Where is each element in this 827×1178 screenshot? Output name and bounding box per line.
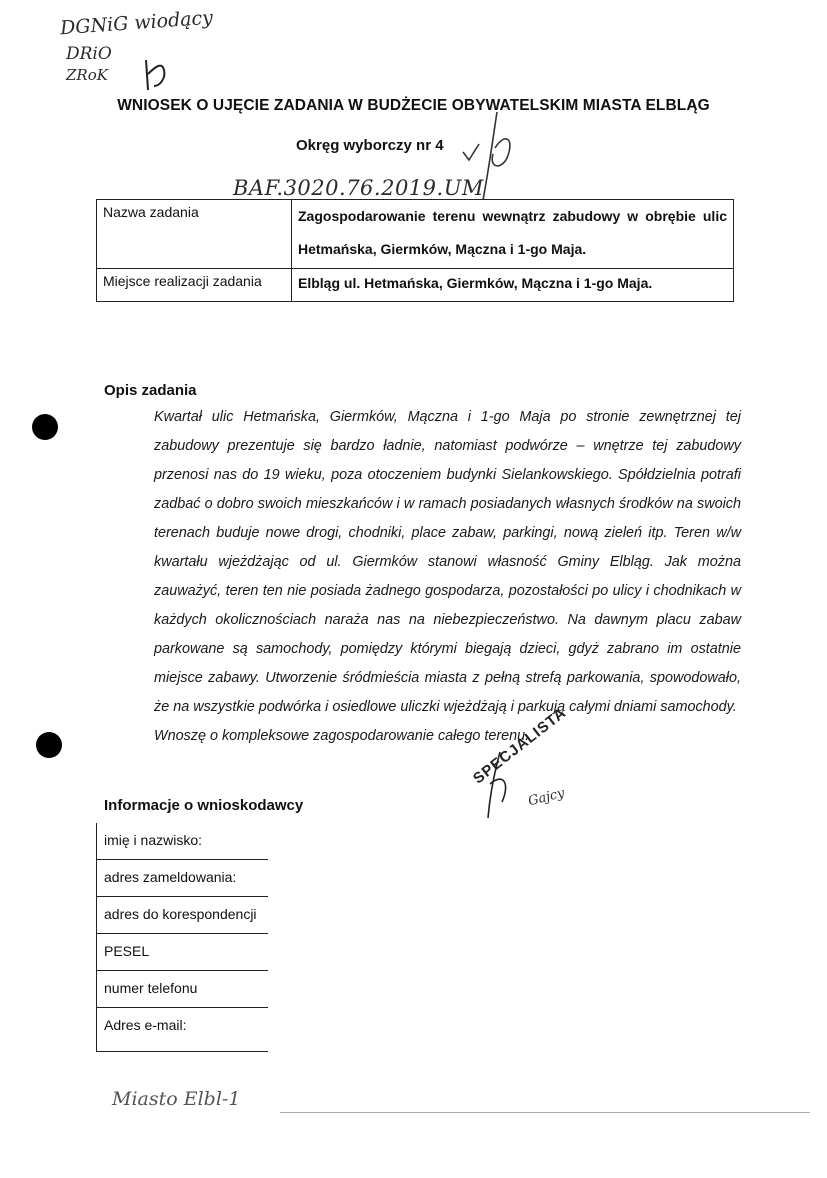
handwritten-note-2: DRiO — [66, 44, 112, 64]
district-label: Okręg wyborczy nr 4 — [296, 137, 444, 154]
handwritten-note-3: ZRoK — [66, 66, 108, 84]
punch-hole — [32, 414, 58, 440]
applicant-heading: Informacje o wnioskodawcy — [104, 797, 304, 814]
field-phone: numer telefonu — [96, 971, 268, 1008]
handwritten-note-1: DGNiG wiodący — [59, 6, 214, 40]
document-title: WNIOSEK O UJĘCIE ZADANIA W BUDŻECIE OBYWATELSKIM MIASTA ELBLĄG — [117, 97, 710, 114]
description-body — [154, 403, 741, 751]
location-label: Miejsce realizacji zadania — [97, 269, 292, 302]
initials-signature-icon — [138, 52, 178, 94]
punch-hole — [36, 732, 62, 758]
task-name-value: Zagospodarowanie terenu wewnątrz zabudowy w obrębie ulic Hetmańska, Giermków, Mączna i 1-go Maja. — [292, 200, 734, 269]
location-value: Elbląg ul. Hetmańska, Giermków, Mączna i 1-go Maja. — [292, 269, 734, 302]
field-correspondence-address: adres do korespondencji — [96, 897, 268, 934]
description-paragraph: Kwartał ulic Hetmańska, Giermków, Mączna i 1-go Maja po stronie zewnętrznej tej zabudowy prezentuje się bardzo ładnie, natomiast podwórze – wnętrze tej zabudowy przenosi nas do 19 wieku, poza otoczeniem budynki Sielankowskiego. Spółdzielnia potrafi zadbać o dobro swoich mieszkańców i w ramach posiadanych własnych środków na swoich terenach buduje nowe drogi, chodniki, place zabaw, parkingi, nową zieleń itp. Teren w/w kwartału wjeżdżając od ul. Giermków stanowi własność Gminy Elbląg. Jak można zauważyć, teren ten nie posiada żadnego gospodarza, pozostałości po ulicy i chodnikach w każdych okolicznościach naraża nas na niebezpieczeństwo. Na dawnym placu zabaw parkowane są samochody, pomiędzy którymi biegają dzieci, gdyż zabrano im ostatnie miejsce zabawy. Utworzenie śródmieścia miasta z pełną strefą parkowania, spowodowało, że na wszystkie podwórka i osiedlowe uliczki wjeżdżają i parkują całymi dniami samochody. — [154, 409, 741, 715]
faint-line — [280, 1112, 810, 1113]
field-pesel: PESEL — [96, 934, 268, 971]
field-registered-address: adres zameldowania: — [96, 860, 268, 897]
reference-number: BAF.3020.76.2019.UM — [233, 176, 484, 200]
task-name-label: Nazwa zadania — [97, 200, 292, 269]
task-table — [96, 199, 734, 302]
field-email: Adres e-mail: — [96, 1008, 268, 1052]
description-heading: Opis zadania — [104, 382, 197, 399]
stamp-signature: Gajcy — [526, 785, 567, 810]
stamp-text: SPECJALISTA — [470, 704, 570, 788]
bottom-handwritten-note: Miasto Elbl-1 — [112, 1088, 241, 1110]
description-paragraph-final: Wnoszę o kompleksowe zagospodarowanie całego terenu. — [154, 728, 530, 744]
field-name: imię i nazwisko: — [96, 823, 268, 860]
